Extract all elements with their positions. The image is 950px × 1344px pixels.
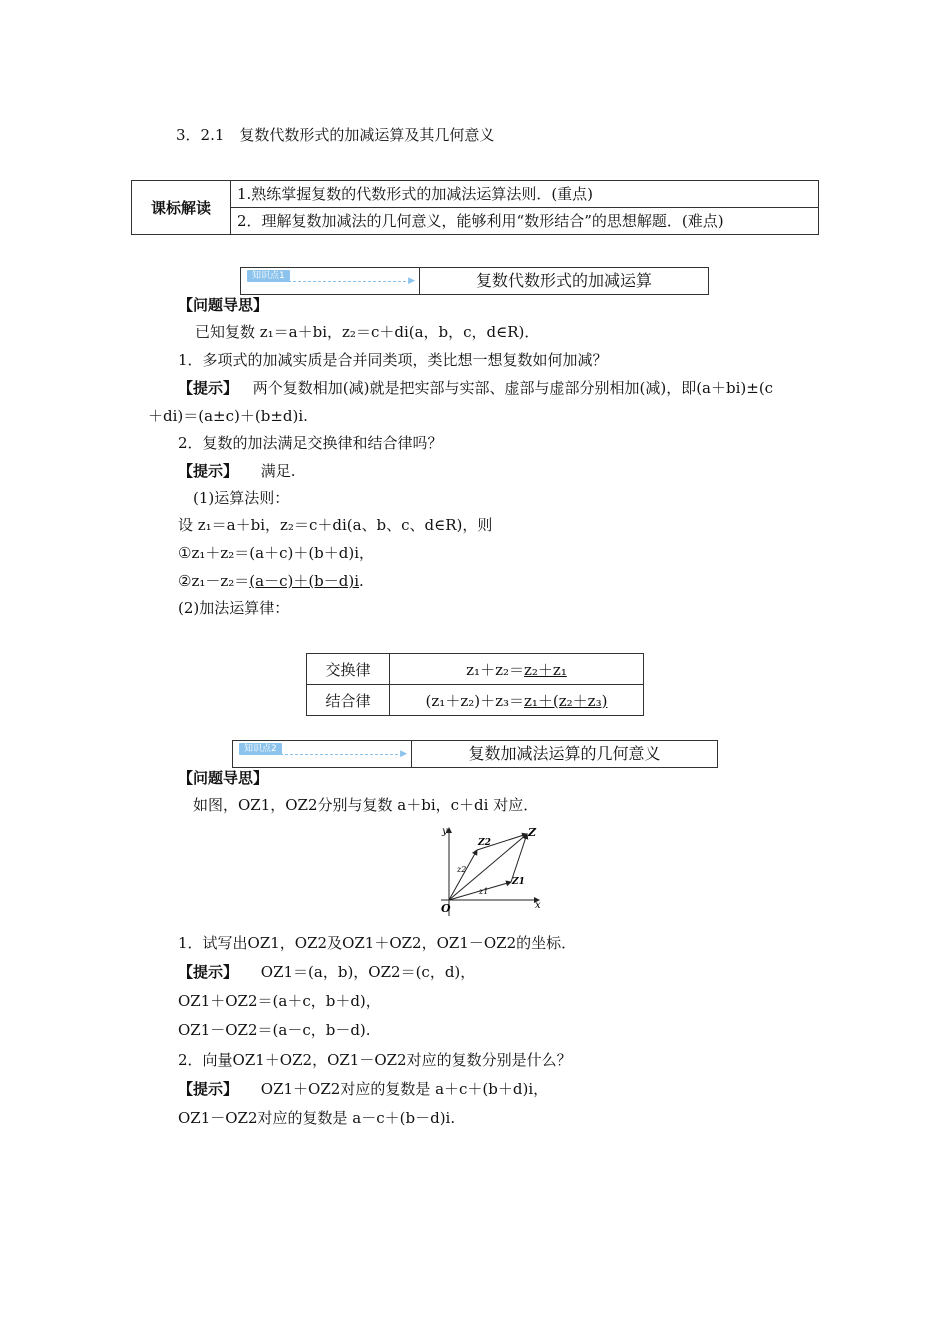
laws-table <box>306 653 644 716</box>
law-formula-commutative <box>390 654 644 685</box>
section2-banner <box>232 740 718 768</box>
rule-add-suffix: ， <box>359 544 375 562</box>
law-lhs: (z₁＋z₂)＋z₃＝ <box>425 691 524 710</box>
hint-2-text: 满足. <box>260 462 296 480</box>
hint-2-line-2: OZ1－OZ2对应的复数是 a－c＋(b－d)i. <box>178 1109 456 1127</box>
table-row <box>307 685 644 716</box>
section2-tag-area <box>233 741 412 767</box>
section2-tag: 知识点2 <box>239 743 282 755</box>
section2-intro: 如图，OZ1，OZ2分别与复数 a＋bi，c＋di 对应． <box>193 796 539 814</box>
hint-label: 【提示】 <box>178 1080 239 1098</box>
vector-diagram <box>427 822 552 920</box>
section1-guide-label: 【问题导思】 <box>178 296 269 314</box>
section2-guide-label: 【问题导思】 <box>178 769 269 787</box>
hint-label: 【提示】 <box>178 963 239 981</box>
hint-1-text-a: 两个复数相加(减)就是把实部与实部、虚部与虚部分别相加(减)，即(a＋bi)±(c <box>252 379 774 397</box>
section1-hint-2 <box>178 461 296 481</box>
hint-2-line-1: OZ1＋OZ2对应的复数是 a＋c＋(b＋d)i， <box>260 1080 549 1098</box>
point-z-label: Z <box>528 826 537 839</box>
section1-banner <box>240 267 709 295</box>
section2-hint-2 <box>178 1079 548 1099</box>
section2-question-1: 1．试写出OZ1，OZ2及OZ1＋OZ2，OZ1－OZ2的坐标． <box>178 934 577 952</box>
goals-table <box>131 180 819 235</box>
goals-label: 课标解读 <box>132 181 231 235</box>
hint-1-text-b: ＋di)＝(a±c)＋(b±d)i. <box>148 407 308 425</box>
law-name-associative: 结合律 <box>307 685 390 716</box>
goal-item-2: 2．理解复数加减法的几何意义，能够利用“数形结合”的思想解题．(难点) <box>231 208 819 235</box>
hint-1-line-2: OZ1＋OZ2＝(a＋c，b＋d)， <box>178 992 381 1010</box>
hint-1-line-1: OZ1＝(a，b)，OZ2＝(c，d)， <box>260 963 476 981</box>
section1-heading: 复数代数形式的加减运算 <box>475 271 652 290</box>
rule-add <box>178 543 374 563</box>
hint-label: 【提示】 <box>178 462 239 480</box>
section1-tag: 知识点1 <box>247 270 290 282</box>
rule-sub-suffix: . <box>359 572 364 590</box>
rule-sub <box>178 571 364 591</box>
vector-oz2 <box>449 850 477 900</box>
goal-item-1: 1.熟练掌握复数的代数形式的加减法运算法则．(重点) <box>231 181 819 208</box>
section1-dashed-line <box>253 281 411 282</box>
rule-sub-value: (a－c)＋(b－d)i <box>249 572 360 590</box>
arrow-right-icon: ▶ <box>408 276 415 286</box>
vector-z1-label: z1 <box>479 887 489 896</box>
law-formula-associative <box>390 685 644 716</box>
section1-hint-1 <box>178 378 773 398</box>
point-z1-label: Z1 <box>512 877 525 887</box>
x-axis-label: x <box>535 900 541 911</box>
section2-hint-1 <box>178 962 475 982</box>
arrow-right-icon: ▶ <box>400 749 407 759</box>
vector-z2-label: z2 <box>457 865 467 874</box>
rule-title: (1)运算法则： <box>193 489 290 507</box>
hint-label: 【提示】 <box>178 379 239 397</box>
section1-question-1: 1．多项式的加减实质是合并同类项，类比想一想复数如何加减？ <box>178 351 608 369</box>
law-rhs: z₂＋z₁ <box>524 660 567 679</box>
hint-1-line-3: OZ1－OZ2＝(a－c，b－d). <box>178 1021 371 1039</box>
law-rhs: z₁＋(z₂＋z₃) <box>524 691 608 710</box>
law-title: (2)加法运算律： <box>178 599 290 617</box>
section1-known: 已知复数 z₁＝a＋bi，z₂＝c＋di(a，b，c，d∈R)． <box>195 323 540 341</box>
rule-add-value: (a＋c)＋(b＋d)i <box>249 544 360 562</box>
section2-heading: 复数加减法运算的几何意义 <box>468 744 661 763</box>
law-name-commutative: 交换律 <box>307 654 390 685</box>
section2-question-2: 2．向量OZ1＋OZ2，OZ1－OZ2对应的复数分别是什么？ <box>178 1051 572 1069</box>
rule-given: 设 z₁＝a＋bi，z₂＝c＋di(a、b、c、d∈R)，则 <box>178 516 493 534</box>
rule-add-prefix: ①z₁＋z₂＝ <box>178 544 250 562</box>
table-row <box>307 654 644 685</box>
section1-question-2: 2．复数的加法满足交换律和结合律吗？ <box>178 434 443 452</box>
point-z2-label: Z2 <box>478 838 491 848</box>
y-axis-label: y <box>442 826 448 837</box>
section2-dashed-line <box>245 754 403 755</box>
section1-tag-area <box>241 268 420 294</box>
origin-label: O <box>441 902 451 915</box>
page-title: 3．2.1 复数代数形式的加减运算及其几何意义 <box>176 126 495 144</box>
law-lhs: z₁＋z₂＝ <box>466 660 524 679</box>
rule-sub-prefix: ②z₁－z₂＝ <box>178 572 250 590</box>
